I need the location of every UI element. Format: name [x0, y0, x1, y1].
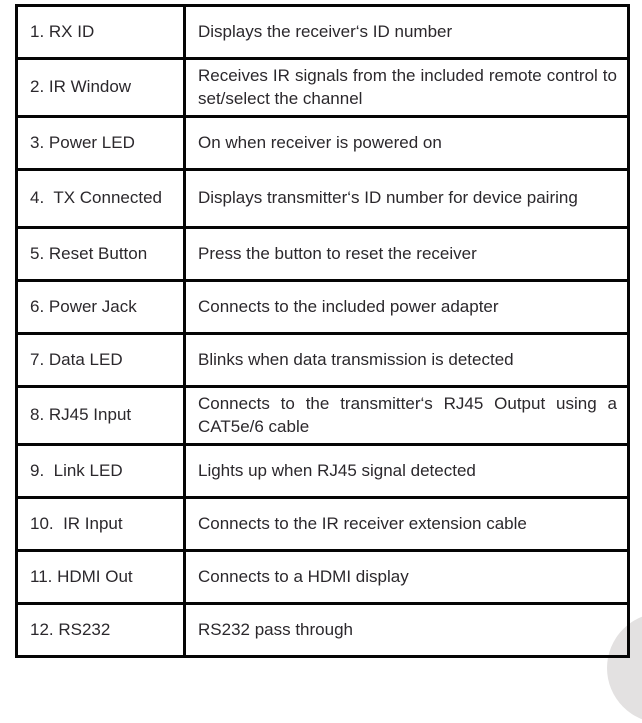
table-row — [17, 498, 629, 551]
feature-desc-cell: Connects to the included power adapter — [185, 281, 629, 334]
table-row — [17, 281, 629, 334]
feature-desc-cell: Blinks when data transmission is detected — [185, 334, 629, 387]
table-row — [17, 170, 629, 228]
feature-label-cell: 11. HDMI Out — [17, 551, 185, 604]
feature-label-cell: 6. Power Jack — [17, 281, 185, 334]
table-row — [17, 117, 629, 170]
feature-label-cell: 8. RJ45 Input — [17, 387, 185, 445]
feature-label-cell: 4. TX Connected — [17, 170, 185, 228]
table-row — [17, 551, 629, 604]
feature-desc-cell: Connects to a HDMI display — [185, 551, 629, 604]
feature-desc-cell: Displays the receiver‘s ID number — [185, 6, 629, 59]
features-table — [15, 4, 630, 658]
table-row — [17, 387, 629, 445]
feature-desc-cell: On when receiver is powered on — [185, 117, 629, 170]
table-row — [17, 6, 629, 59]
table-row — [17, 59, 629, 117]
feature-label-cell: 10. IR Input — [17, 498, 185, 551]
feature-desc-cell: Displays transmitter‘s ID number for device pairing — [185, 170, 629, 228]
feature-label-cell: 3. Power LED — [17, 117, 185, 170]
feature-label-cell: 7. Data LED — [17, 334, 185, 387]
feature-desc-cell: Connects to the IR receiver extension cable — [185, 498, 629, 551]
feature-label-cell: 9. Link LED — [17, 445, 185, 498]
table-row — [17, 334, 629, 387]
feature-desc-cell: Receives IR signals from the included remote control to set/select the channel — [185, 59, 629, 117]
table-row — [17, 445, 629, 498]
feature-label-cell: 1. RX ID — [17, 6, 185, 59]
feature-label-cell: 12. RS232 — [17, 604, 185, 657]
feature-desc-cell: RS232 pass through — [185, 604, 629, 657]
feature-label-cell: 5. Reset Button — [17, 228, 185, 281]
feature-desc-cell: Press the button to reset the receiver — [185, 228, 629, 281]
feature-desc-cell: Connects to the transmitter‘s RJ45 Output using a CAT5e/6 cable — [185, 387, 629, 445]
features-table-body — [17, 6, 629, 657]
table-row — [17, 228, 629, 281]
feature-label-cell: 2. IR Window — [17, 59, 185, 117]
table-row — [17, 604, 629, 657]
feature-desc-cell: Lights up when RJ45 signal detected — [185, 445, 629, 498]
